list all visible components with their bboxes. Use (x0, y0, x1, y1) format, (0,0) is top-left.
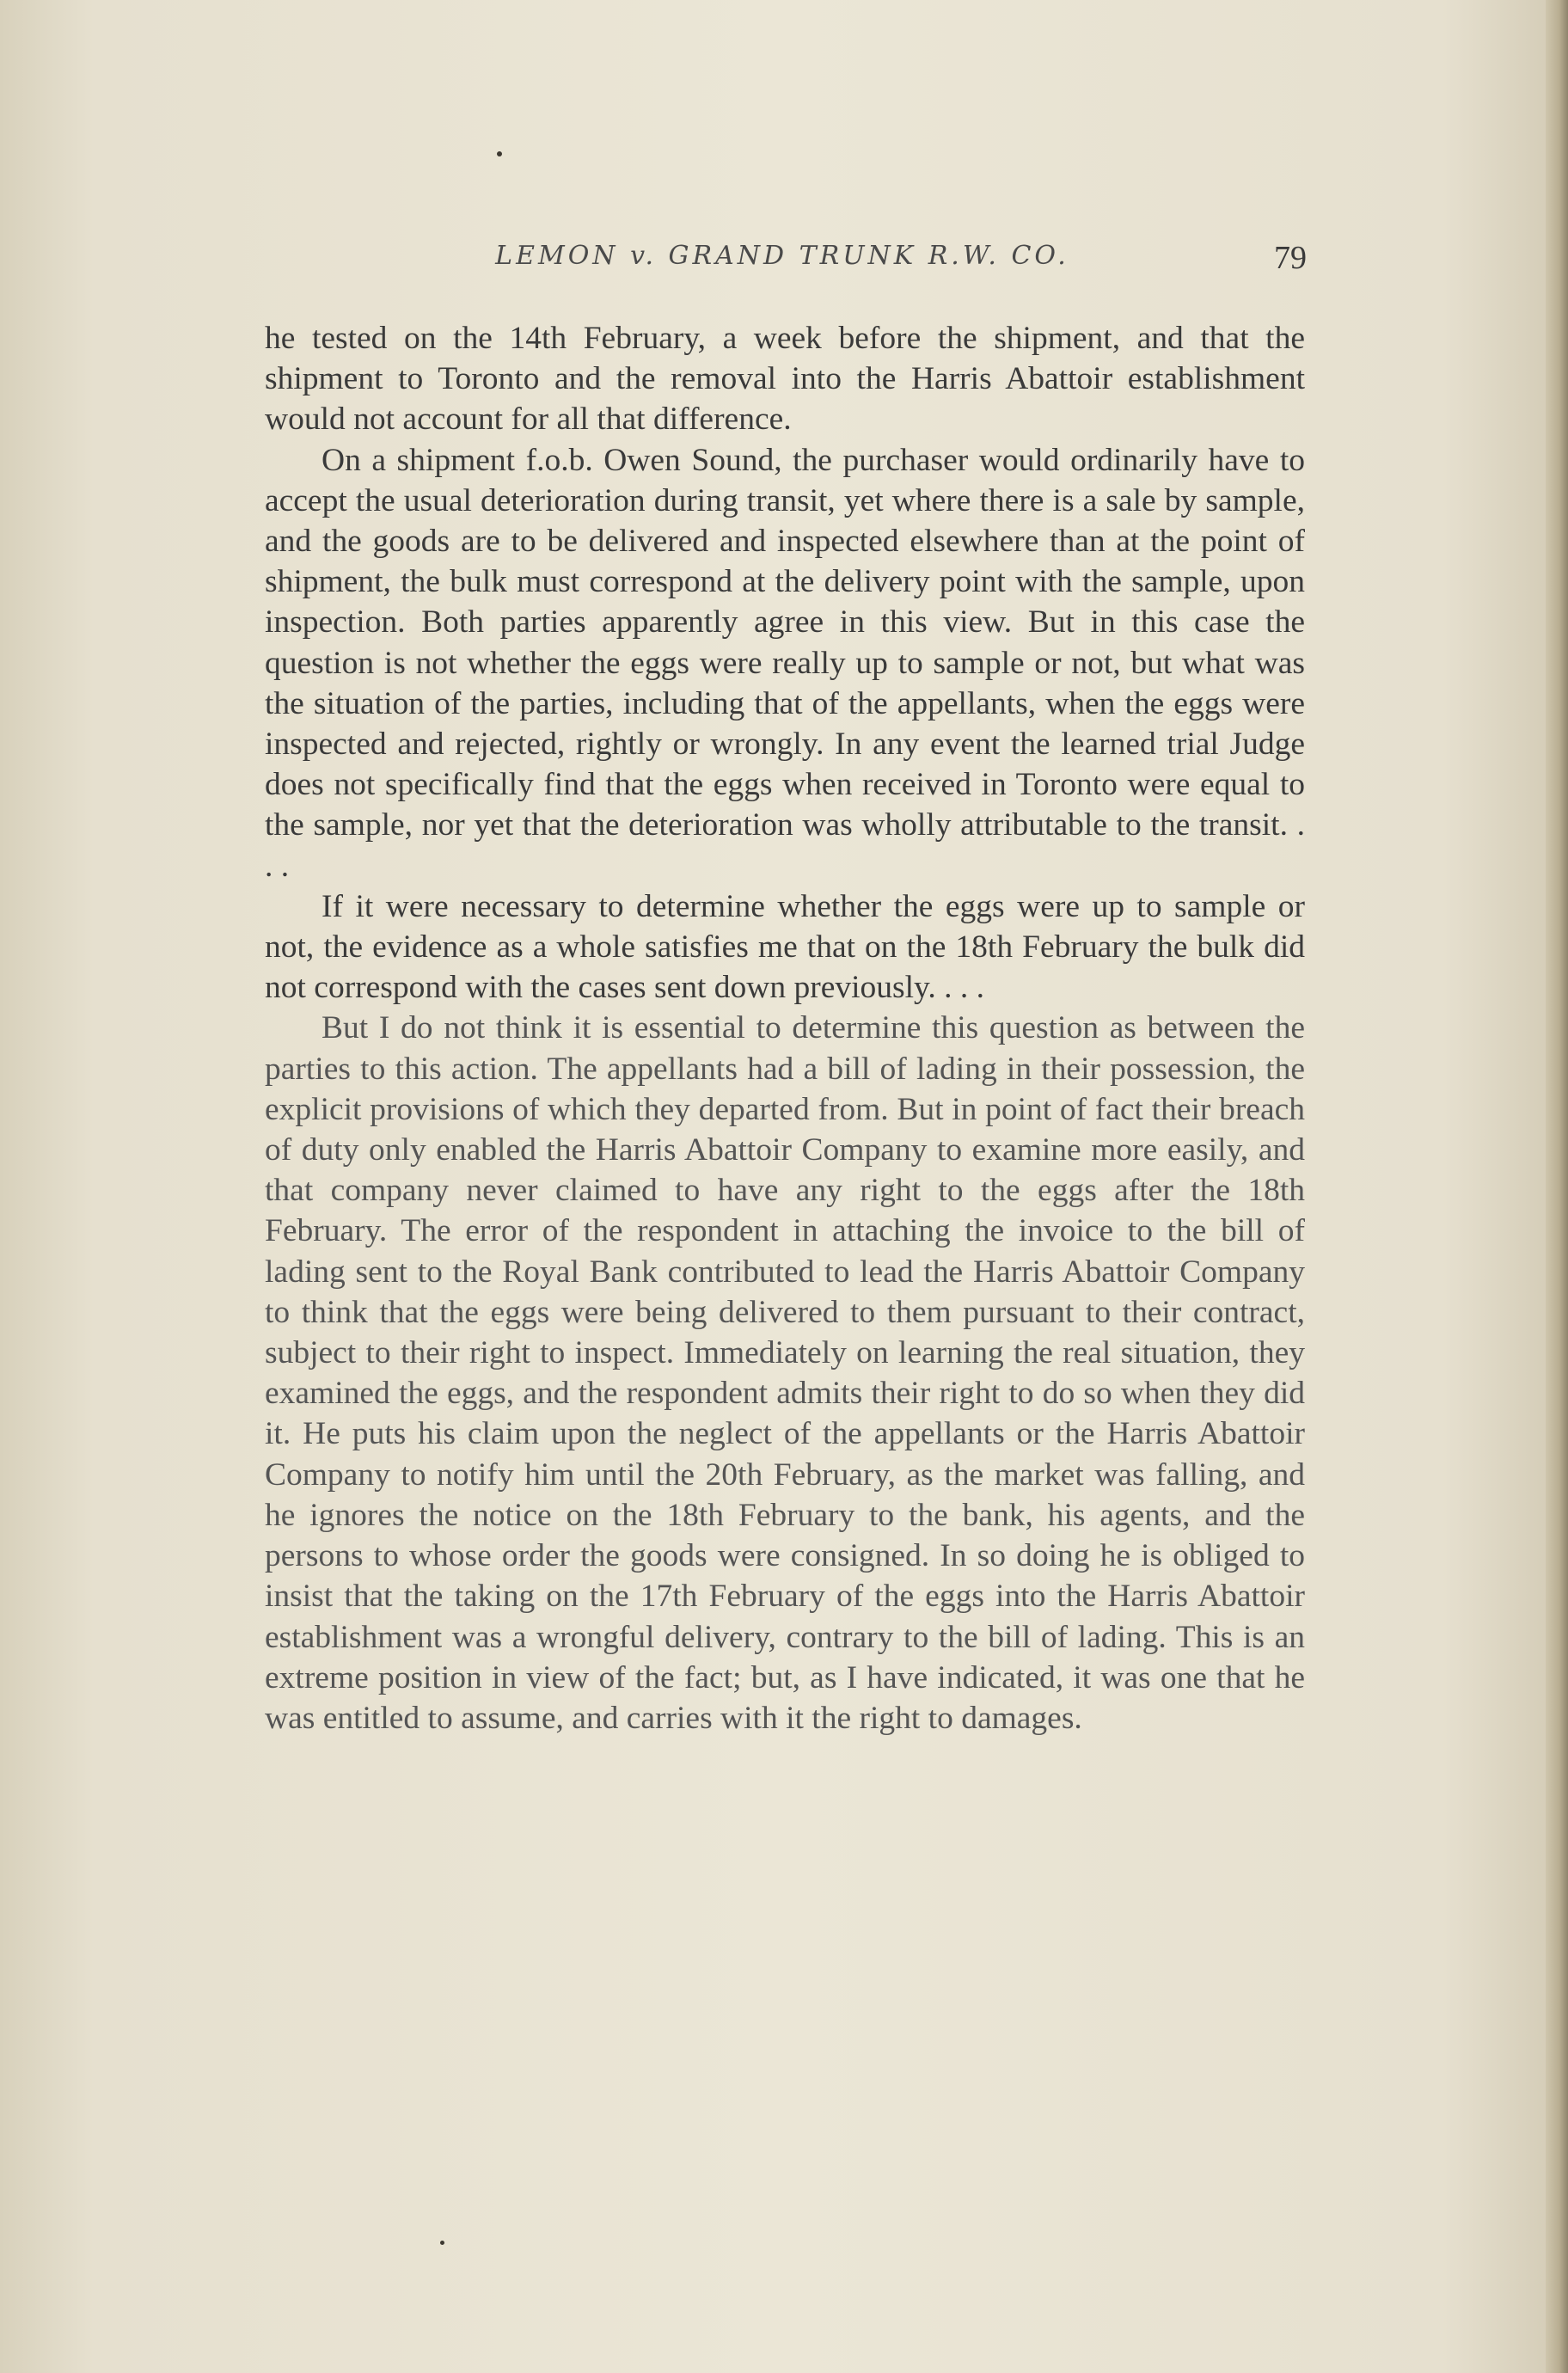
page-number: 79 (1274, 240, 1307, 276)
running-title: LEMON v. GRAND TRUNK R.W. CO. (495, 241, 1069, 271)
running-head (258, 241, 1307, 292)
page-edge (1546, 0, 1568, 2373)
paragraph: But I do not think it is essential to determine this question as between the parties to this action. The appellants had a bill of lading in their possession, the explicit provisions of which they departed from. But in point of fact their breach of duty only enabled the Harris Abattoir Company to examine more easily, and that company never claimed to have any right to the eggs after the 18th February. The error of the respondent in attaching the invoice to the bill of lading sent to the Royal Bank contributed to lead the Harris Abattoir Company to think that the eggs were being delivered to them pursuant to their contract, subject to their right to inspect. Immediately on learning the real situation, they examined the eggs, and the respondent admits their right to do so when they did it. He puts his claim upon the neglect of the appellants or the Harris Abattoir Company to notify him until the 20th February, as the market was falling, and he ignores the notice on the 18th February to the bank, his agents, and the persons to whose order the goods were consigned. In so doing he is obliged to insist that the taking on the 17th February of the eggs into the Harris Abattoir establishment was a wrongful delivery, contrary to the bill of lading. This is an extreme position in view of the fact; but, as I have indicated, it was one that he was entitled to assume, and carries with it the right to damages. (265, 1010, 1305, 1736)
ink-speck (497, 151, 502, 156)
ink-speck (440, 2241, 444, 2245)
paragraph-continued: he tested on the 14th February, a week before the shipment, and that the shipment to Toronto and the removal into the Harris Abattoir establishment would not account for all that difference. (265, 321, 1305, 438)
paragraph: On a shipment f.o.b. Owen Sound, the purchaser would ordinarily have to accept the usual deterioration during transit, yet where there is a sale by sample, and the goods are to be delivered and inspected elsewhere than at the point of shipment, the bulk must correspond at the delivery point with the sample, upon inspection. Both parties apparently agree in this view. But in this case the question is not whether the eggs were really up to sample or not, but what was the situation of the parties, including that of the appellants, when the eggs were inspected and rejected, rightly or wrongly. In any event the learned trial Judge does not specifically find that the eggs when received in Toronto were equal to the sample, nor yet that the deterioration was wholly attributable to the transit. . . . (265, 442, 1305, 884)
body-text (265, 318, 1305, 1738)
paragraph: If it were necessary to determine whether the eggs were up to sample or not, the evidence as a whole satisfies me that on the 18th February the bulk did not correspond with the cases sent down previously. . . . (265, 888, 1305, 1006)
